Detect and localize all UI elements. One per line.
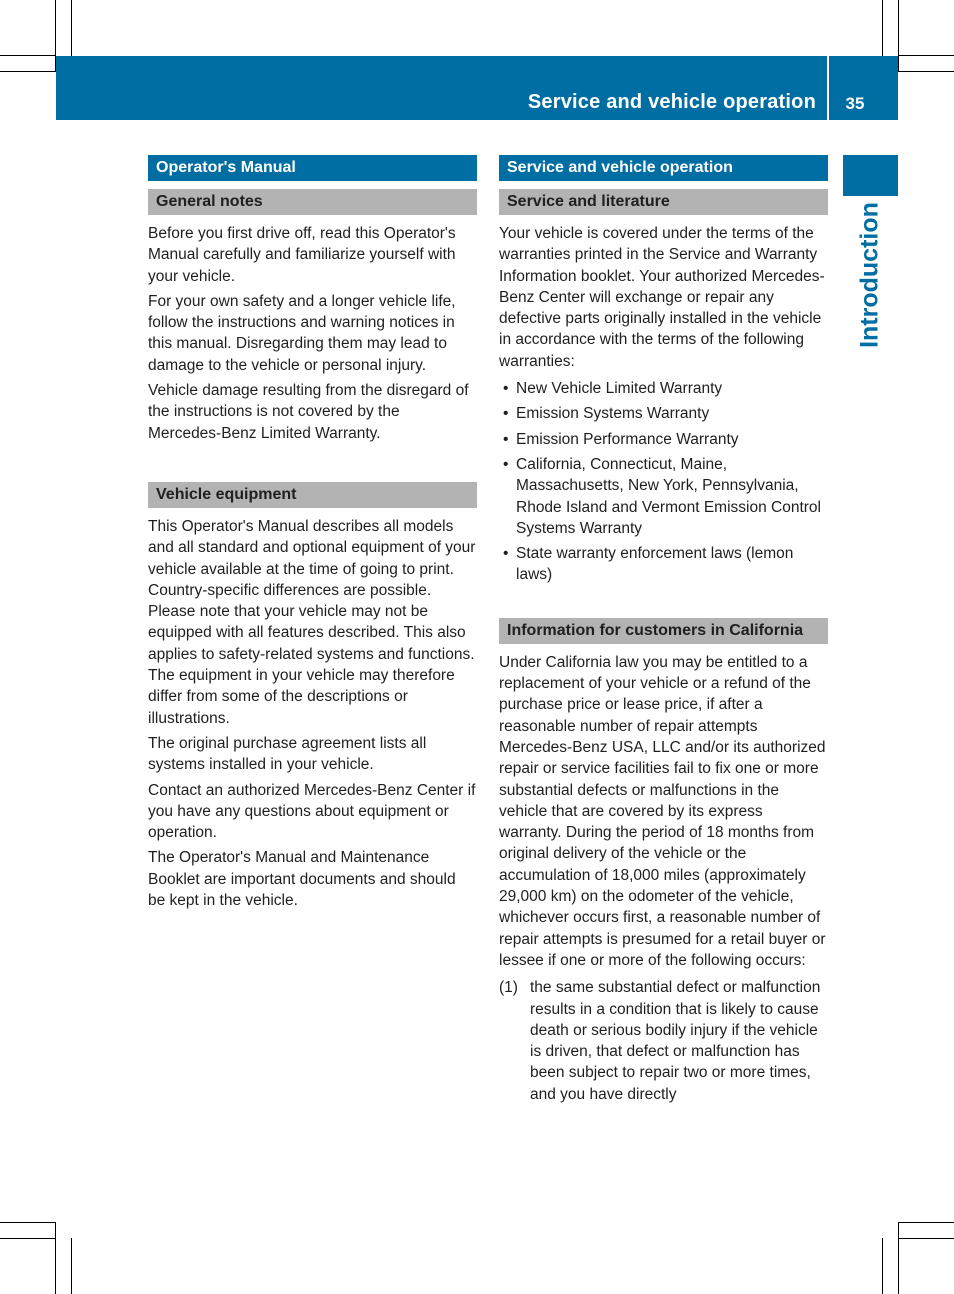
paragraph: The original purchase agreement lists all systems installed in your vehicle. <box>148 734 427 774</box>
bullet: • <box>503 380 509 398</box>
right-column <box>499 155 828 1105</box>
list-item: • Emission Systems Warranty <box>499 403 828 424</box>
list-number: (1) <box>499 979 518 997</box>
crop-mark <box>898 71 954 72</box>
crop-mark <box>55 1222 56 1294</box>
list-item: • State warranty enforcement laws (lemon laws) <box>503 545 794 584</box>
paragraph: Vehicle damage resulting from the disregard of the instructions is not covered by the Mercedes-Benz Limited Warranty. <box>148 382 469 442</box>
list-item: • Emission Performance Warranty <box>499 429 828 450</box>
bullet: • <box>503 405 509 423</box>
paragraph: Your vehicle is covered under the terms of the warranties printed in the Service and Warranty Information booklet. Your authorized Mercedes-Benz Center will exchange or repair any defective parts originally installed in the vehicle in accordance with the terms of the following warranties: <box>499 225 825 370</box>
bullet: • <box>503 545 509 563</box>
crop-mark <box>882 1238 883 1294</box>
crop-mark <box>71 0 72 56</box>
heading-california: Information for customers in California <box>499 618 828 644</box>
heading-general-notes: General notes <box>148 189 477 215</box>
crop-mark <box>898 55 954 56</box>
bullet: • <box>503 455 509 473</box>
paragraph: This Operator's Manual describes all models and all standard and optional equipment of your vehicle available at the time of going to print. Country-specific differences are possible. Please note that your vehicle may not be equipped with all features described. This also applies to safety-related systems and functions. The equipment in your vehicle may therefore differ from some of the descriptions or illustrations. <box>148 517 476 727</box>
crop-mark <box>0 71 56 72</box>
header-title: Service and vehicle operation <box>527 91 816 113</box>
crop-mark <box>0 1238 56 1239</box>
bullet: • <box>503 430 509 448</box>
heading-service-literature: Service and literature <box>499 189 828 215</box>
crop-mark <box>898 1238 954 1239</box>
section-title-operators-manual: Operator's Manual <box>148 155 477 181</box>
page-number: 35 <box>845 94 865 113</box>
crop-mark <box>882 0 883 56</box>
list-item: • New Vehicle Limited Warranty <box>499 378 828 399</box>
section-title-service-vehicle-operation: Service and vehicle operation <box>499 155 828 181</box>
warranty-list <box>499 378 828 586</box>
side-tab-marker <box>843 155 898 196</box>
crop-mark <box>71 1238 72 1294</box>
paragraph: Before you first drive off, read this Operator's Manual carefully and familiarize yourself with your vehicle. <box>148 225 456 285</box>
crop-mark <box>0 1222 56 1223</box>
list-item: • California, Connecticut, Maine, Massachusetts, New York, Pennsylvania, Rhode Island and Vermont Emission Control Systems Warranty <box>503 455 821 537</box>
list-item: (1) the same substantial defect or malfunction results in a condition that is likely to cause death or serious bodily injury if the vehicle is driven, that defect or malfunction has been subject to repair two or more times, and you have directly <box>499 979 821 1103</box>
paragraph: The Operator's Manual and Maintenance Booklet are important documents and should be kept in the vehicle. <box>148 849 456 910</box>
crop-mark <box>898 1222 899 1294</box>
side-tab-label: Introduction <box>855 202 884 348</box>
crop-mark <box>898 0 899 72</box>
crop-mark <box>898 1222 954 1223</box>
paragraph: For your own safety and a longer vehicle life, follow the instructions and warning notices in this manual. Disregarding them may lead to damage to the vehicle or personal injury. <box>148 292 456 374</box>
paragraph: Contact an authorized Mercedes-Benz Center if you have any questions about equipment or operation. <box>148 781 476 842</box>
left-column <box>148 155 477 915</box>
condition-list <box>499 977 828 1105</box>
paragraph: Under California law you may be entitled to a replacement of your vehicle or a refund of the purchase price or lease price, if after a reasonable number of repair attempts Mercedes-Benz USA, LLC and/or its authorized repair or service facilities fail to fix one or more substantial defects or malfunctions in the vehicle that are covered by its express warranty. During the period of 18 months from original delivery of the vehicle or the accumulation of 18,000 miles (approximately 29,000 km) on the odometer of the vehicle, whichever occurs first, a reasonable number of repair attempts is presumed for a retail buyer or lessee if one or more of the following occurs: <box>499 653 826 969</box>
heading-vehicle-equipment: Vehicle equipment <box>148 482 477 508</box>
crop-mark <box>0 55 56 56</box>
